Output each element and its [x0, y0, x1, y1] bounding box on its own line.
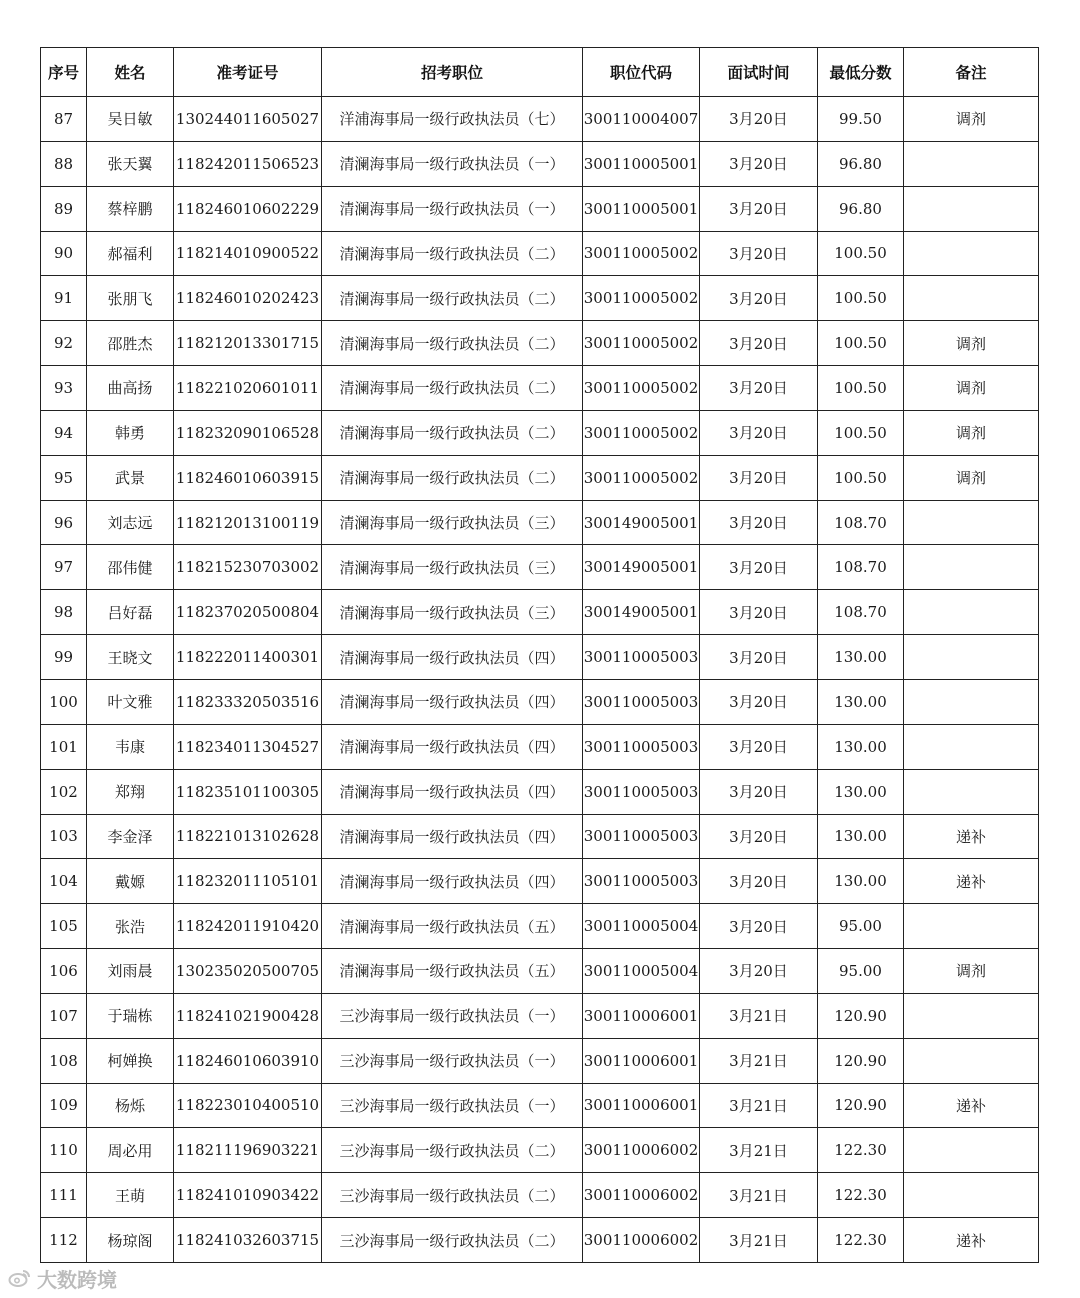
- cell-remark: 调剂: [904, 321, 1039, 366]
- cell-remark: [904, 545, 1039, 590]
- cell-index: 104: [41, 859, 87, 904]
- cell-remark: [904, 679, 1039, 724]
- cell-index: 103: [41, 814, 87, 859]
- header-interview-date: 面试时间: [700, 48, 818, 97]
- cell-name: 王晓文: [87, 635, 174, 680]
- cell-name: 张浩: [87, 904, 174, 949]
- cell-position: 清澜海事局一级行政执法员（二）: [322, 321, 583, 366]
- cell-remark: [904, 904, 1039, 949]
- cell-ticket-number: 118211196903221: [174, 1128, 322, 1173]
- cell-interview-date: 3月20日: [700, 500, 818, 545]
- cell-ticket-number: 118221013102628: [174, 814, 322, 859]
- cell-index: 106: [41, 949, 87, 994]
- cell-interview-date: 3月20日: [700, 679, 818, 724]
- cell-index: 97: [41, 545, 87, 590]
- weibo-icon: [8, 1268, 32, 1288]
- cell-min-score: 122.30: [818, 1173, 904, 1218]
- cell-name: 张朋飞: [87, 276, 174, 321]
- table-row: [41, 186, 1039, 231]
- cell-interview-date: 3月20日: [700, 366, 818, 411]
- cell-interview-date: 3月20日: [700, 141, 818, 186]
- cell-index: 110: [41, 1128, 87, 1173]
- cell-position-code: 300110005003: [583, 679, 700, 724]
- cell-name: 戴嫄: [87, 859, 174, 904]
- cell-interview-date: 3月20日: [700, 814, 818, 859]
- cell-min-score: 120.90: [818, 1038, 904, 1083]
- header-min-score: 最低分数: [818, 48, 904, 97]
- cell-position: 三沙海事局一级行政执法员（一）: [322, 993, 583, 1038]
- cell-ticket-number: 118246010603910: [174, 1038, 322, 1083]
- table-row: [41, 455, 1039, 500]
- cell-name: 刘志远: [87, 500, 174, 545]
- cell-remark: [904, 500, 1039, 545]
- cell-position: 清澜海事局一级行政执法员（二）: [322, 231, 583, 276]
- cell-name: 吴日敏: [87, 97, 174, 142]
- cell-remark: 递补: [904, 1083, 1039, 1128]
- cell-remark: [904, 724, 1039, 769]
- cell-interview-date: 3月21日: [700, 1173, 818, 1218]
- cell-index: 107: [41, 993, 87, 1038]
- cell-name: 杨烁: [87, 1083, 174, 1128]
- cell-remark: [904, 231, 1039, 276]
- cell-interview-date: 3月20日: [700, 455, 818, 500]
- cell-name: 叶文雅: [87, 679, 174, 724]
- cell-min-score: 130.00: [818, 635, 904, 680]
- cell-min-score: 122.30: [818, 1128, 904, 1173]
- cell-interview-date: 3月20日: [700, 769, 818, 814]
- cell-position-code: 300110005002: [583, 321, 700, 366]
- cell-ticket-number: 118241032603715: [174, 1218, 322, 1263]
- cell-remark: [904, 141, 1039, 186]
- cell-interview-date: 3月20日: [700, 97, 818, 142]
- cell-position: 三沙海事局一级行政执法员（二）: [322, 1128, 583, 1173]
- cell-remark: [904, 1173, 1039, 1218]
- cell-position: 三沙海事局一级行政执法员（一）: [322, 1083, 583, 1128]
- cell-min-score: 95.00: [818, 949, 904, 994]
- cell-remark: [904, 1038, 1039, 1083]
- cell-position-code: 300110004007: [583, 97, 700, 142]
- cell-index: 92: [41, 321, 87, 366]
- cell-position-code: 300110005003: [583, 724, 700, 769]
- header-position: 招考职位: [322, 48, 583, 97]
- cell-interview-date: 3月20日: [700, 321, 818, 366]
- cell-position: 清澜海事局一级行政执法员（四）: [322, 635, 583, 680]
- table-row: [41, 231, 1039, 276]
- cell-position: 三沙海事局一级行政执法员（二）: [322, 1173, 583, 1218]
- cell-position: 三沙海事局一级行政执法员（二）: [322, 1218, 583, 1263]
- table-row: [41, 1218, 1039, 1263]
- cell-remark: [904, 993, 1039, 1038]
- cell-ticket-number: 118241021900428: [174, 993, 322, 1038]
- table-row: [41, 141, 1039, 186]
- cell-min-score: 130.00: [818, 859, 904, 904]
- cell-ticket-number: 118221020601011: [174, 366, 322, 411]
- cell-remark: [904, 590, 1039, 635]
- cell-index: 112: [41, 1218, 87, 1263]
- cell-min-score: 100.50: [818, 321, 904, 366]
- table-row: [41, 410, 1039, 455]
- cell-remark: 调剂: [904, 366, 1039, 411]
- cell-ticket-number: 118246010602229: [174, 186, 322, 231]
- cell-position: 清澜海事局一级行政执法员（四）: [322, 859, 583, 904]
- cell-position-code: 300110005003: [583, 814, 700, 859]
- cell-position: 清澜海事局一级行政执法员（五）: [322, 949, 583, 994]
- cell-min-score: 120.90: [818, 1083, 904, 1128]
- table-row: [41, 545, 1039, 590]
- header-row: [41, 48, 1039, 97]
- cell-ticket-number: 118232090106528: [174, 410, 322, 455]
- cell-ticket-number: 118232011105101: [174, 859, 322, 904]
- cell-position: 洋浦海事局一级行政执法员（七）: [322, 97, 583, 142]
- table-row: [41, 904, 1039, 949]
- cell-name: 王萌: [87, 1173, 174, 1218]
- cell-position-code: 300149005001: [583, 590, 700, 635]
- cell-index: 89: [41, 186, 87, 231]
- cell-name: 邵胜杰: [87, 321, 174, 366]
- cell-min-score: 95.00: [818, 904, 904, 949]
- cell-ticket-number: 118223010400510: [174, 1083, 322, 1128]
- cell-remark: 调剂: [904, 410, 1039, 455]
- table-row: [41, 321, 1039, 366]
- cell-remark: 调剂: [904, 949, 1039, 994]
- cell-remark: 递补: [904, 814, 1039, 859]
- table-row: [41, 97, 1039, 142]
- cell-name: 柯婵换: [87, 1038, 174, 1083]
- cell-index: 93: [41, 366, 87, 411]
- cell-ticket-number: 118234011304527: [174, 724, 322, 769]
- cell-interview-date: 3月20日: [700, 276, 818, 321]
- cell-min-score: 108.70: [818, 545, 904, 590]
- cell-min-score: 108.70: [818, 590, 904, 635]
- header-position-code: 职位代码: [583, 48, 700, 97]
- table-row: [41, 1083, 1039, 1128]
- cell-min-score: 99.50: [818, 97, 904, 142]
- cell-min-score: 100.50: [818, 455, 904, 500]
- cell-interview-date: 3月20日: [700, 949, 818, 994]
- cell-ticket-number: 118242011910420: [174, 904, 322, 949]
- cell-position-code: 300149005001: [583, 500, 700, 545]
- cell-position-code: 300110005004: [583, 949, 700, 994]
- cell-name: 杨琼阁: [87, 1218, 174, 1263]
- cell-remark: 调剂: [904, 97, 1039, 142]
- cell-position-code: 300110006002: [583, 1128, 700, 1173]
- cell-position: 清澜海事局一级行政执法员（二）: [322, 410, 583, 455]
- cell-interview-date: 3月20日: [700, 410, 818, 455]
- cell-position: 清澜海事局一级行政执法员（五）: [322, 904, 583, 949]
- cell-min-score: 122.30: [818, 1218, 904, 1263]
- cell-position: 清澜海事局一级行政执法员（四）: [322, 814, 583, 859]
- cell-min-score: 130.00: [818, 724, 904, 769]
- header-index: 序号: [41, 48, 87, 97]
- cell-index: 95: [41, 455, 87, 500]
- cell-name: 周必用: [87, 1128, 174, 1173]
- table-row: [41, 1038, 1039, 1083]
- cell-min-score: 100.50: [818, 231, 904, 276]
- cell-interview-date: 3月20日: [700, 904, 818, 949]
- header-name: 姓名: [87, 48, 174, 97]
- cell-interview-date: 3月20日: [700, 590, 818, 635]
- cell-remark: [904, 186, 1039, 231]
- cell-interview-date: 3月20日: [700, 186, 818, 231]
- cell-remark: [904, 1128, 1039, 1173]
- cell-position-code: 300110005002: [583, 366, 700, 411]
- cell-interview-date: 3月20日: [700, 859, 818, 904]
- cell-name: 张天翼: [87, 141, 174, 186]
- cell-min-score: 96.80: [818, 141, 904, 186]
- cell-ticket-number: 118242011506523: [174, 141, 322, 186]
- cell-position-code: 300110006002: [583, 1173, 700, 1218]
- cell-ticket-number: 118246010603915: [174, 455, 322, 500]
- cell-index: 94: [41, 410, 87, 455]
- cell-min-score: 130.00: [818, 679, 904, 724]
- cell-position-code: 300110006001: [583, 1038, 700, 1083]
- cell-position: 清澜海事局一级行政执法员（四）: [322, 679, 583, 724]
- table-row: [41, 635, 1039, 680]
- cell-index: 91: [41, 276, 87, 321]
- cell-min-score: 130.00: [818, 769, 904, 814]
- table-row: [41, 1173, 1039, 1218]
- cell-remark: 递补: [904, 1218, 1039, 1263]
- cell-remark: [904, 276, 1039, 321]
- cell-position: 清澜海事局一级行政执法员（二）: [322, 455, 583, 500]
- cell-position: 清澜海事局一级行政执法员（一）: [322, 186, 583, 231]
- cell-position-code: 300110005003: [583, 769, 700, 814]
- cell-min-score: 120.90: [818, 993, 904, 1038]
- cell-ticket-number: 118241010903422: [174, 1173, 322, 1218]
- cell-position-code: 300110005001: [583, 141, 700, 186]
- cell-position: 清澜海事局一级行政执法员（一）: [322, 141, 583, 186]
- cell-interview-date: 3月21日: [700, 1083, 818, 1128]
- table-row: [41, 949, 1039, 994]
- cell-position: 清澜海事局一级行政执法员（四）: [322, 769, 583, 814]
- cell-ticket-number: 118215230703002: [174, 545, 322, 590]
- cell-name: 于瑞栋: [87, 993, 174, 1038]
- table-body: [41, 97, 1039, 1263]
- cell-name: 刘雨晨: [87, 949, 174, 994]
- cell-position-code: 300110005002: [583, 276, 700, 321]
- cell-index: 96: [41, 500, 87, 545]
- cell-name: 韩勇: [87, 410, 174, 455]
- cell-interview-date: 3月21日: [700, 1218, 818, 1263]
- cell-interview-date: 3月21日: [700, 1038, 818, 1083]
- cell-position: 清澜海事局一级行政执法员（二）: [322, 366, 583, 411]
- cell-index: 98: [41, 590, 87, 635]
- watermark: [8, 1264, 117, 1292]
- cell-position: 清澜海事局一级行政执法员（四）: [322, 724, 583, 769]
- cell-name: 韦康: [87, 724, 174, 769]
- cell-min-score: 130.00: [818, 814, 904, 859]
- cell-min-score: 100.50: [818, 276, 904, 321]
- cell-ticket-number: 118214010900522: [174, 231, 322, 276]
- cell-name: 曲高扬: [87, 366, 174, 411]
- table-row: [41, 276, 1039, 321]
- cell-interview-date: 3月21日: [700, 1128, 818, 1173]
- cell-index: 99: [41, 635, 87, 680]
- cell-name: 郑翔: [87, 769, 174, 814]
- cell-position-code: 300110005003: [583, 859, 700, 904]
- cell-name: 邵伟健: [87, 545, 174, 590]
- cell-ticket-number: 118212013100119: [174, 500, 322, 545]
- cell-ticket-number: 118212013301715: [174, 321, 322, 366]
- cell-position-code: 300110006001: [583, 993, 700, 1038]
- cell-ticket-number: 118222011400301: [174, 635, 322, 680]
- cell-position: 清澜海事局一级行政执法员（三）: [322, 500, 583, 545]
- cell-position-code: 300110005001: [583, 186, 700, 231]
- cell-interview-date: 3月20日: [700, 724, 818, 769]
- cell-name: 吕好磊: [87, 590, 174, 635]
- cell-index: 88: [41, 141, 87, 186]
- cell-remark: [904, 635, 1039, 680]
- cell-position: 清澜海事局一级行政执法员（二）: [322, 276, 583, 321]
- cell-position-code: 300110005004: [583, 904, 700, 949]
- cell-interview-date: 3月20日: [700, 635, 818, 680]
- cell-position-code: 300149005001: [583, 545, 700, 590]
- cell-ticket-number: 118237020500804: [174, 590, 322, 635]
- cell-ticket-number: 130235020500705: [174, 949, 322, 994]
- cell-name: 武景: [87, 455, 174, 500]
- cell-name: 郝福利: [87, 231, 174, 276]
- cell-remark: 调剂: [904, 455, 1039, 500]
- cell-index: 109: [41, 1083, 87, 1128]
- cell-remark: [904, 769, 1039, 814]
- cell-index: 90: [41, 231, 87, 276]
- cell-position-code: 300110005002: [583, 455, 700, 500]
- table-row: [41, 1128, 1039, 1173]
- cell-position-code: 300110005002: [583, 410, 700, 455]
- cell-index: 102: [41, 769, 87, 814]
- cell-min-score: 100.50: [818, 366, 904, 411]
- table-row: [41, 500, 1039, 545]
- header-remark: 备注: [904, 48, 1039, 97]
- table-row: [41, 859, 1039, 904]
- cell-index: 108: [41, 1038, 87, 1083]
- watermark-text: 大数跨境: [37, 1267, 117, 1292]
- cell-interview-date: 3月20日: [700, 545, 818, 590]
- cell-position: 清澜海事局一级行政执法员（三）: [322, 590, 583, 635]
- cell-ticket-number: 130244011605027: [174, 97, 322, 142]
- table-row: [41, 366, 1039, 411]
- cell-index: 87: [41, 97, 87, 142]
- cell-name: 李金泽: [87, 814, 174, 859]
- table-row: [41, 724, 1039, 769]
- table-row: [41, 590, 1039, 635]
- cell-ticket-number: 118246010202423: [174, 276, 322, 321]
- table-row: [41, 993, 1039, 1038]
- cell-min-score: 108.70: [818, 500, 904, 545]
- cell-name: 蔡梓鹏: [87, 186, 174, 231]
- cell-index: 105: [41, 904, 87, 949]
- header-ticket-number: 准考证号: [174, 48, 322, 97]
- cell-index: 100: [41, 679, 87, 724]
- cell-remark: 递补: [904, 859, 1039, 904]
- interview-list-table: [40, 47, 1039, 1263]
- cell-interview-date: 3月21日: [700, 993, 818, 1038]
- cell-position-code: 300110005002: [583, 231, 700, 276]
- cell-index: 111: [41, 1173, 87, 1218]
- cell-interview-date: 3月20日: [700, 231, 818, 276]
- cell-index: 101: [41, 724, 87, 769]
- cell-min-score: 100.50: [818, 410, 904, 455]
- cell-ticket-number: 118233320503516: [174, 679, 322, 724]
- cell-position: 三沙海事局一级行政执法员（一）: [322, 1038, 583, 1083]
- cell-position-code: 300110006001: [583, 1083, 700, 1128]
- cell-position: 清澜海事局一级行政执法员（三）: [322, 545, 583, 590]
- cell-ticket-number: 118235101100305: [174, 769, 322, 814]
- table-row: [41, 814, 1039, 859]
- cell-min-score: 96.80: [818, 186, 904, 231]
- table-row: [41, 679, 1039, 724]
- cell-position-code: 300110005003: [583, 635, 700, 680]
- cell-position-code: 300110006002: [583, 1218, 700, 1263]
- table-row: [41, 769, 1039, 814]
